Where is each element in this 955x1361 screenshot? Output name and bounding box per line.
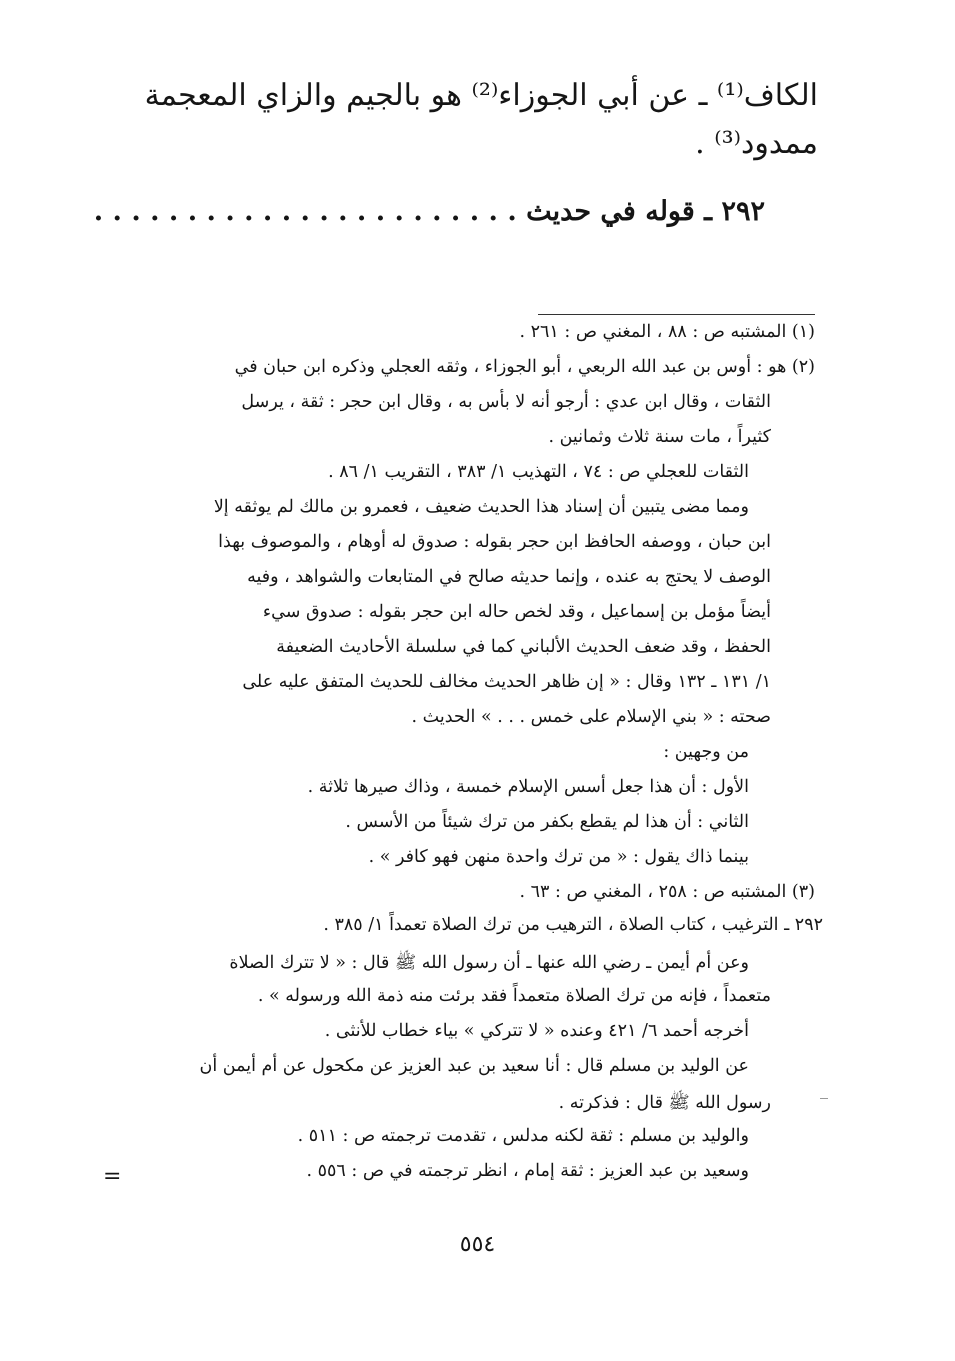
footnote-line: ابن حبان ، ووصفه الحافظ ابن حجر بقوله : صدوق له أوهام ، والموصوف بهذا bbox=[218, 532, 771, 552]
footnote-line: ومما مضى يتبين أن إسناد هذا الحديث ضعيف ، فعمرو بن مالك لم يوثقه إلا bbox=[213, 497, 749, 517]
footnote-line: صحته : « بني الإسلام على خمس . . . » الحديث . bbox=[411, 707, 771, 727]
footnote-line: متعمداً ، فإنه من ترك الصلاة متعمداً فقد برئت منه ذمة الله ورسوله » . bbox=[257, 986, 771, 1006]
footnote-line: الأول : أن هذا جعل أسس الإسلام خمسة ، وذاك صيرها ثلاثة . bbox=[307, 777, 749, 797]
footnote-line: وعن أم أيمن ـ رضي الله عنها ـ أن رسول الله ﷺ قال : « لا تترك الصلاة bbox=[229, 953, 749, 973]
section-heading: ٢٩٢ ـ قوله في حديث . . . . . . . . . . . . . . . . . . . . . . . bbox=[93, 196, 765, 227]
footnote-line: أخرجه أحمد ٦/ ٤٢١ وعنده « لا تتركي » بياء خطاب للأنثى . bbox=[324, 1021, 749, 1041]
footnote-line: الحفظ ، وقد ضعف الحديث الألباني كما في سلسلة الأحاديث الضعيفة bbox=[276, 637, 771, 657]
footnote-line: (٣) المشتبه ص : ٢٥٨ ، المغني ص : ٦٣ . bbox=[519, 882, 815, 902]
footnote-line: من وجهين : bbox=[663, 742, 749, 762]
footnote-line: ١/ ١٣١ ـ ١٣٢ وقال : « إن ظاهر الحديث مخالف للحديث المتفق عليه على bbox=[242, 672, 771, 692]
margin-mark bbox=[820, 1098, 828, 1099]
footnote-line: عن الوليد بن مسلم قال : أنا سعيد بن عبد العزيز عن مكحول عن أم أيمن أن bbox=[199, 1056, 749, 1076]
footnote-line: الثقات ، وقال ابن عدي : أرجو أنه لا بأس به ، وقال ابن حجر : ثقة ، يرسل bbox=[241, 392, 771, 412]
footnote-separator bbox=[538, 314, 815, 315]
main-text-line-1: الكاف⁽¹⁾ ـ عن أبي الجوزاء⁽²⁾ هو بالجيم والزاي المعجمة bbox=[144, 78, 818, 113]
footnote-line: والوليد بن مسلم : ثقة لكنه مدلس ، تقدمت ترجمته ص : ٥١١ . bbox=[297, 1126, 749, 1146]
footnote-line: (٢) هو : أوس بن عبد الله الربعي ، أبو الجوزاء ، وثقه العجلي وذكره ابن حبان في bbox=[234, 357, 815, 377]
footnote-line: الثقات للعجلي ص : ٧٤ ، التهذيب ١/ ٣٨٣ ، التقريب ١/ ٨٦ . bbox=[328, 462, 749, 482]
footnote-line: الثاني : أن هذا لم يقطع بكفر من ترك شيئاً من الأسس . bbox=[345, 812, 749, 832]
page-number: ٥٥٤ bbox=[459, 1232, 496, 1257]
footnote-line: أيضاً مؤمل بن إسماعيل ، وقد لخص حاله ابن حجر بقوله : صدوق سيء bbox=[262, 602, 771, 622]
footnote-line: (١) المشتبه ص : ٨٨ ، المغني ص : ٢٦١ . bbox=[519, 322, 815, 342]
footnote-line: كثيراً ، مات سنة ثلاث وثمانين . bbox=[548, 427, 771, 447]
footnote-line: رسول الله ﷺ قال : فذكرته . bbox=[558, 1093, 771, 1113]
footnote-line: الوصف لا يحتج به عنده ، وإنما حديثه صالح في المتابعات والشواهد ، وفيه bbox=[247, 567, 771, 587]
main-text-line-2: ممدود⁽³⁾ . bbox=[695, 126, 818, 161]
continuation-marker: = bbox=[103, 1164, 122, 1189]
footnote-line: ٢٩٢ ـ الترغيب ، كتاب الصلاة ، الترهيب من ترك الصلاة تعمداً ١/ ٣٨٥ . bbox=[323, 915, 823, 935]
footnote-line: بينما ذاك يقول : « من ترك واحدة منهن فهو كافر » . bbox=[368, 847, 749, 867]
footnote-line: وسعيد بن عبد العزيز : ثقة إمام ، انظر ترجمته في ص : ٥٥٦ . bbox=[306, 1161, 749, 1181]
